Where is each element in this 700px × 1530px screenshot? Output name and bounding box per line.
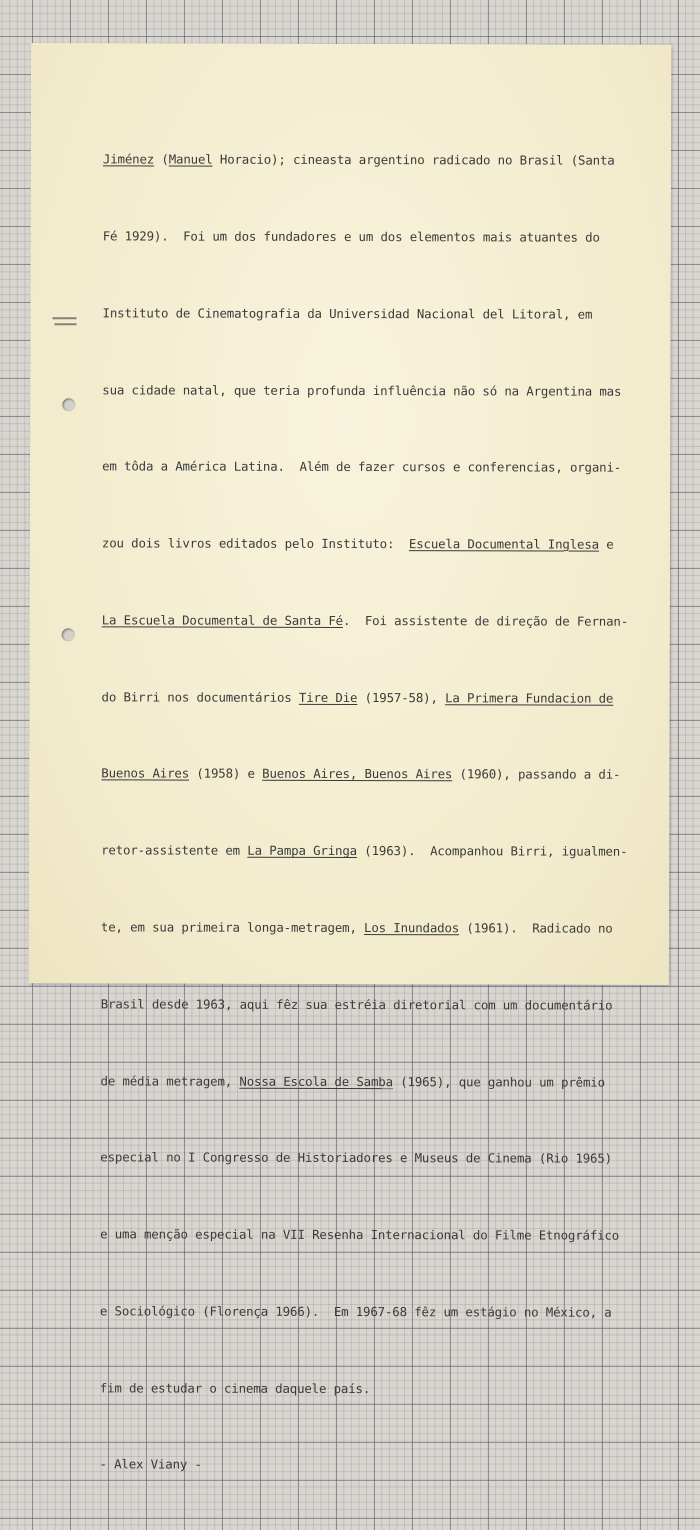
film-title: La Primera Fundacion de xyxy=(445,689,614,706)
text-line: de média metragem, Nossa Escola de Samba (1965), que ganhou um prêmio xyxy=(100,1072,605,1090)
film-title: Nossa Escola de Samba xyxy=(239,1073,393,1089)
given-name: Manuel xyxy=(168,151,213,167)
text-line: e uma menção especial na VII Resenha Internacional do Filme Etnográfico xyxy=(100,1226,620,1243)
text-line: fim de estudar o cinema daquele país. xyxy=(99,1380,371,1396)
surname: Jiménez xyxy=(102,151,155,167)
author-signature: - Alex Viany - xyxy=(99,1456,202,1473)
margin-mark xyxy=(53,317,77,319)
text-line: Instituto de Cinematografia da Universidad Nacional del Litoral, em xyxy=(102,305,593,322)
film-title: La Pampa Gringa xyxy=(247,842,357,859)
text-line: Fé 1929). Foi um dos fundadores e um dos elementos mais atuantes do xyxy=(102,228,600,245)
text-line: sua cidade natal, que teria profunda influência não só na Argentina mas xyxy=(102,381,622,399)
film-title: Los Inundados xyxy=(364,920,460,936)
film-title: Buenos Aires xyxy=(101,765,190,782)
text-line: Jiménez (Manuel Horacio); cineasta argentino radicado no Brasil (Santa xyxy=(102,151,615,168)
text-line: te, em sua primeira longa-metragem, Los Inundados (1961). Radicado no xyxy=(100,919,613,936)
text-line: em tôda a América Latina. Além de fazer cursos e conferencias, organi- xyxy=(102,458,622,476)
text-line: Brasil desde 1963, aqui fêz sua estréia diretorial com um documentário xyxy=(100,996,613,1013)
book-title: Escuela Documental Inglesa xyxy=(408,536,600,552)
text-line: e Sociológico (Florença 1966). Em 1967-68 fêz um estágio no México, a xyxy=(99,1303,612,1320)
text-line: zou dois livros editados pelo Instituto: Escuela Documental Inglesa e xyxy=(101,535,614,552)
text-line: especial no I Congresso de Historiadores e Museus de Cinema (Rio 1965) xyxy=(100,1149,613,1167)
text-line: La Escuela Documental de Santa Fé. Foi assistente de direção de Fernan- xyxy=(101,612,629,629)
punch-hole xyxy=(62,628,75,641)
film-title: Buenos Aires, Buenos Aires xyxy=(262,766,453,782)
text-line: retor-assistente em La Pampa Gringa (1963). Acompanhou Birri, igualmen- xyxy=(101,842,628,859)
book-title: La Escuela Documental de Santa Fé xyxy=(101,612,343,628)
film-title: Tire Die xyxy=(298,689,358,705)
text-line: Buenos Aires (1958) e Buenos Aires, Buenos Aires (1960), passando a di- xyxy=(101,765,621,783)
text-line: do Birri nos documentários Tire Die (1957-58), La Primera Fundacion de xyxy=(101,689,614,706)
punch-hole xyxy=(62,398,75,411)
typewritten-page xyxy=(29,43,671,1473)
entry-text xyxy=(99,95,663,1530)
